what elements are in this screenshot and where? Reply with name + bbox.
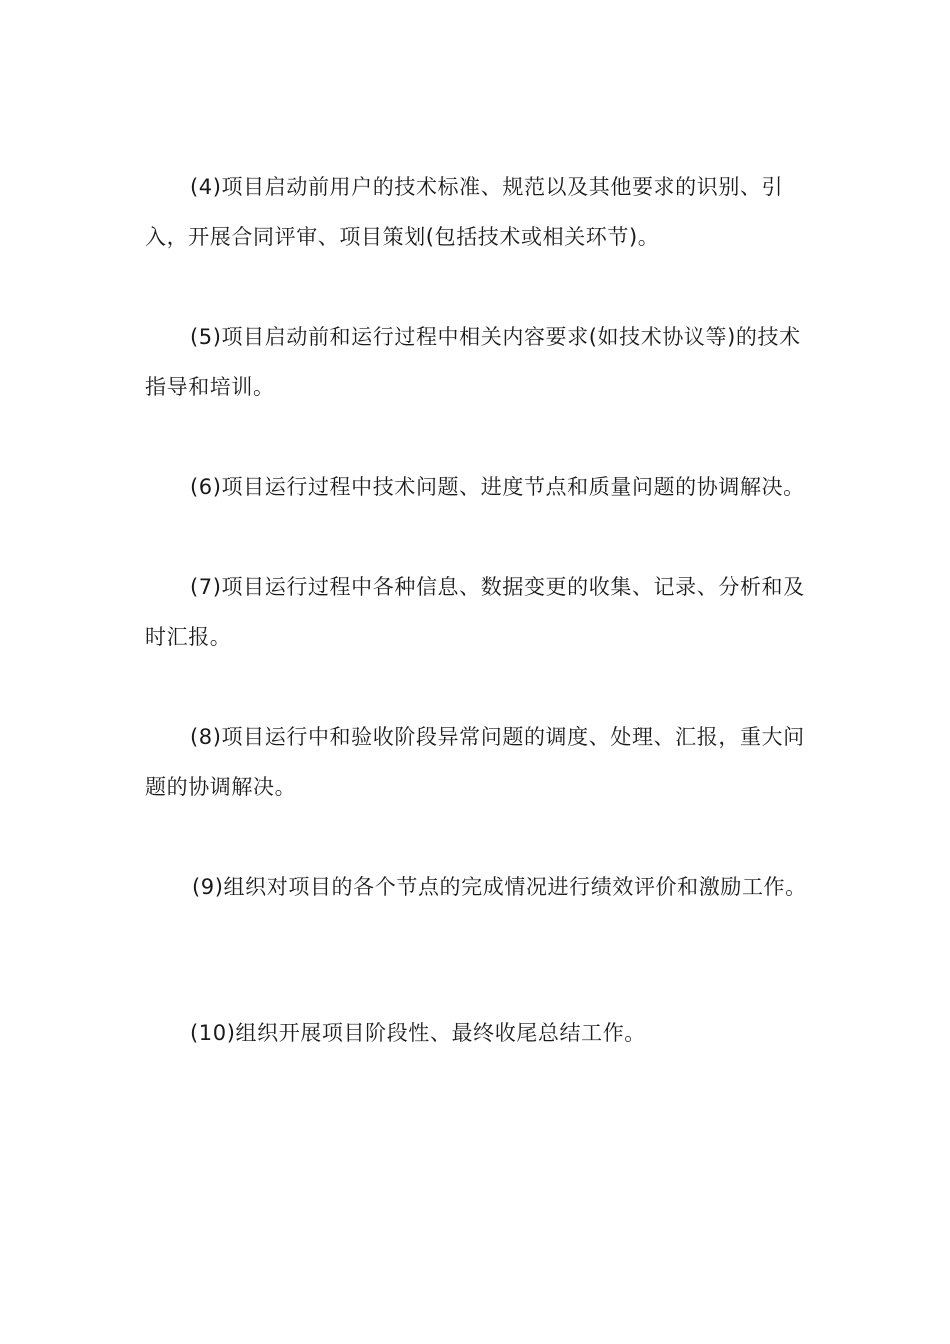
paragraph-item-4: (4)项目启动前用户的技术标准、规范以及其他要求的识别、引入，开展合同评审、项目策划(包括技术或相关环节)。 — [145, 175, 784, 249]
paragraph-item-9: (9)组织对项目的各个节点的完成情况进行绩效评价和激励工作。 — [192, 875, 807, 899]
paragraph-item-7: (7)项目运行过程中各种信息、数据变更的收集、记录、分析和及时汇报。 — [145, 575, 805, 649]
paragraph-item-8: (8)项目运行中和验收阶段异常问题的调度、处理、汇报，重大问题的协调解决。 — [145, 725, 805, 799]
paragraph-item-6: (6)项目运行过程中技术问题、进度节点和质量问题的协调解决。 — [190, 475, 805, 499]
paragraph-item-10: (10)组织开展项目阶段性、最终收尾总结工作。 — [190, 1021, 646, 1045]
paragraph-item-5: (5)项目启动前和运行过程中相关内容要求(如技术协议等)的技术指导和培训。 — [145, 325, 801, 399]
